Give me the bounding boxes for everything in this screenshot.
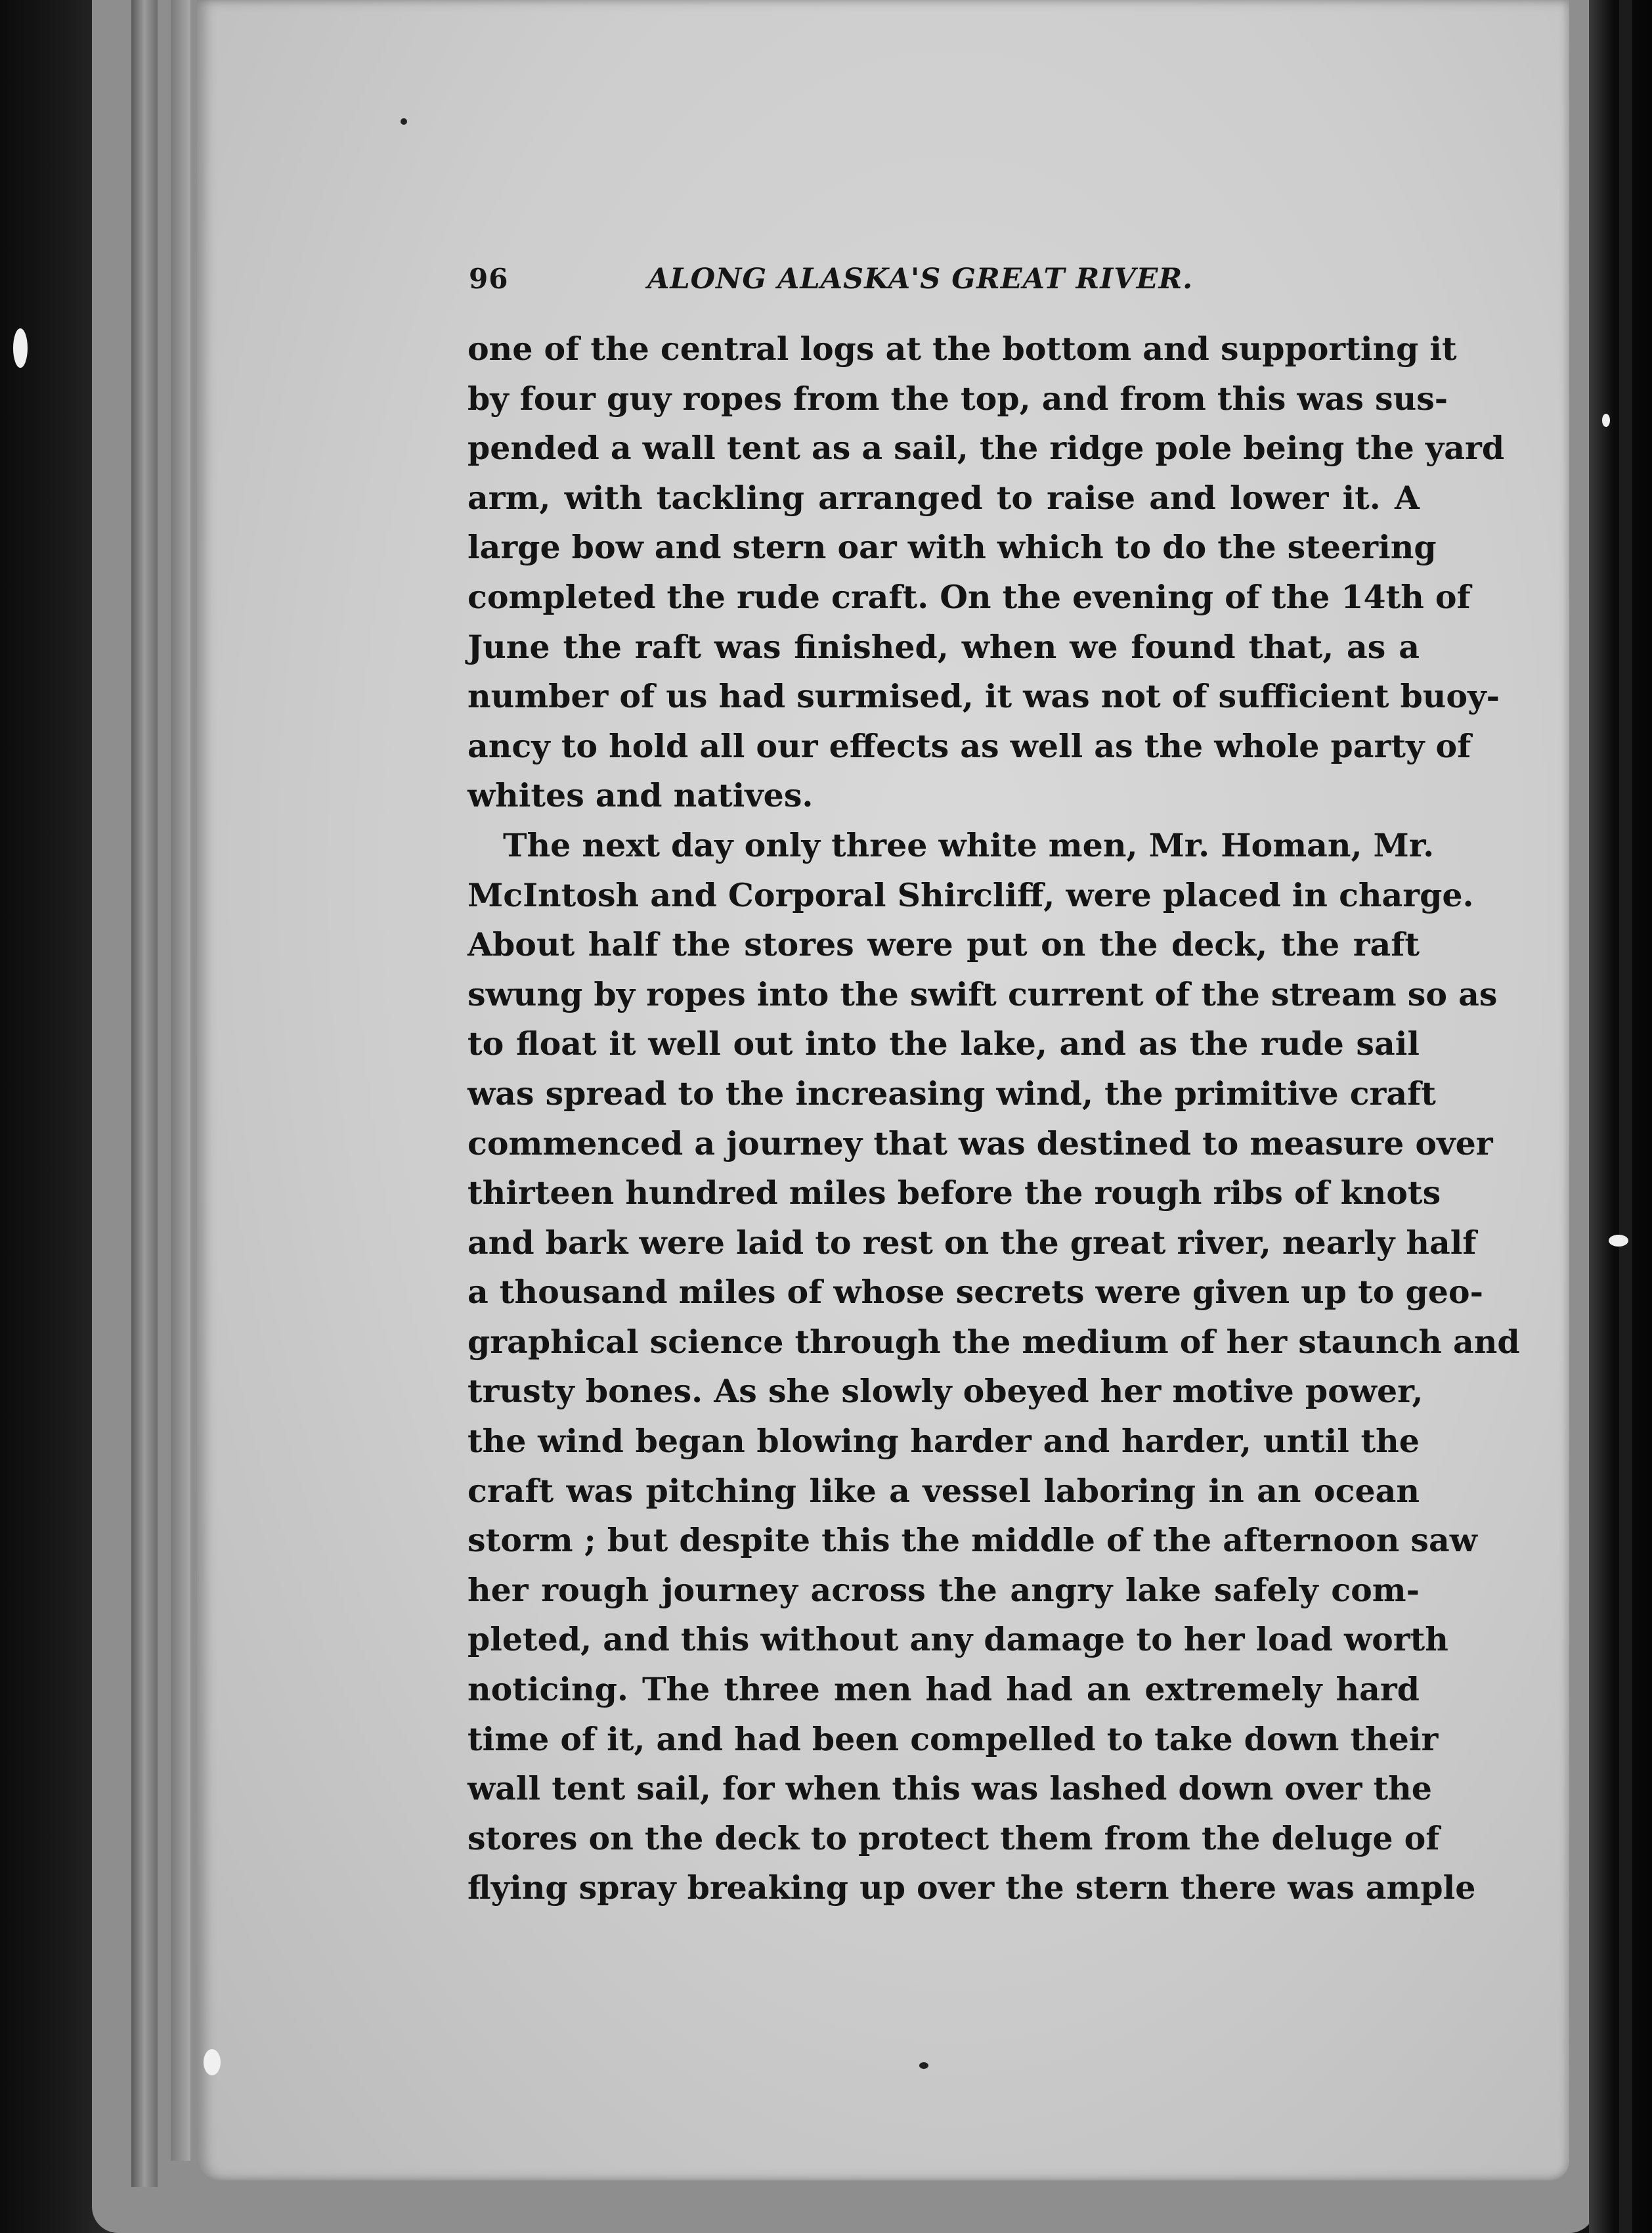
text-line: to float it well out into the lake, and as the rude sail: [467, 1025, 1420, 1063]
text-line: and bark were laid to rest on the great river, nearly half: [467, 1223, 1477, 1262]
text-line: The next day only three white men, Mr. Homan, Mr.: [503, 826, 1435, 864]
text-line: completed the rude craft. On the evening of the 14th of: [467, 577, 1471, 616]
text-line: number of us had surmised, it was not of sufficient buoy-: [467, 677, 1500, 716]
text-line: the wind began blowing harder and harder, until the: [467, 1422, 1420, 1461]
text-line: stores on the deck to protect them from the deluge of: [467, 1819, 1440, 1857]
text-line: trusty bones. As she slowly obeyed her motive power,: [467, 1372, 1424, 1411]
scan-speck: [1602, 414, 1610, 427]
cover-edge: [131, 0, 158, 2187]
text-line: whites and natives.: [467, 776, 814, 815]
page-number: 96: [469, 263, 509, 295]
body-text: [467, 324, 1520, 1913]
text-line: noticing. The three men had had an extremely hard: [467, 1670, 1420, 1709]
text-line: June the raft was finished, when we found that, as a: [467, 627, 1420, 666]
text-line: a thousand miles of whose secrets were given up to geo-: [467, 1273, 1483, 1312]
cover-edge-inner: [171, 0, 190, 2161]
right-edge-stripe: [1619, 0, 1632, 2233]
text-line: her rough journey across the angry lake safely com-: [467, 1570, 1420, 1609]
text-line: About half the stores were put on the deck, the raft: [467, 925, 1420, 964]
text-line: graphical science through the medium of her staunch and: [467, 1322, 1520, 1361]
text-line: arm, with tackling arranged to raise and lower it. A: [467, 478, 1420, 517]
text-line: commenced a journey that was destined to measure over: [467, 1124, 1493, 1162]
scan-speck: [401, 118, 407, 125]
text-line: one of the central logs at the bottom and supporting it: [467, 330, 1457, 368]
text-line: was spread to the increasing wind, the primitive craft: [467, 1074, 1436, 1113]
text-line: craft was pitching like a vessel laboring in an ocean: [467, 1471, 1420, 1510]
text-line: flying spray breaking up over the stern there was ample: [467, 1868, 1476, 1907]
text-line: time of it, and had been compelled to take down their: [467, 1719, 1439, 1758]
text-line: swung by ropes into the swift current of the stream so as: [467, 975, 1498, 1013]
text-line: storm ; but despite this the middle of the afternoon saw: [467, 1521, 1477, 1560]
text-line: wall tent sail, for when this was lashed down over the: [467, 1769, 1432, 1808]
running-head: ALONG ALASKA'S GREAT RIVER.: [647, 263, 1194, 296]
scan-speck: [919, 2062, 928, 2069]
text-line: thirteen hundred miles before the rough ribs of knots: [467, 1174, 1441, 1212]
text-line: large bow and stern oar with which to do the steering: [467, 528, 1437, 567]
scan-speck: [1609, 1235, 1628, 1247]
text-line: ancy to hold all our effects as well as the whole party of: [467, 726, 1471, 765]
page-header: [469, 263, 1250, 309]
text-line: pended a wall tent as a sail, the ridge pole being the yard: [467, 429, 1505, 468]
scan-speck: [204, 2049, 221, 2075]
text-line: McIntosh and Corporal Shircliff, were placed in charge.: [467, 875, 1474, 914]
text-line: by four guy ropes from the top, and from this was sus-: [467, 379, 1448, 418]
text-line: pleted, and this without any damage to her load worth: [467, 1620, 1448, 1659]
scan-speck: [13, 328, 28, 368]
